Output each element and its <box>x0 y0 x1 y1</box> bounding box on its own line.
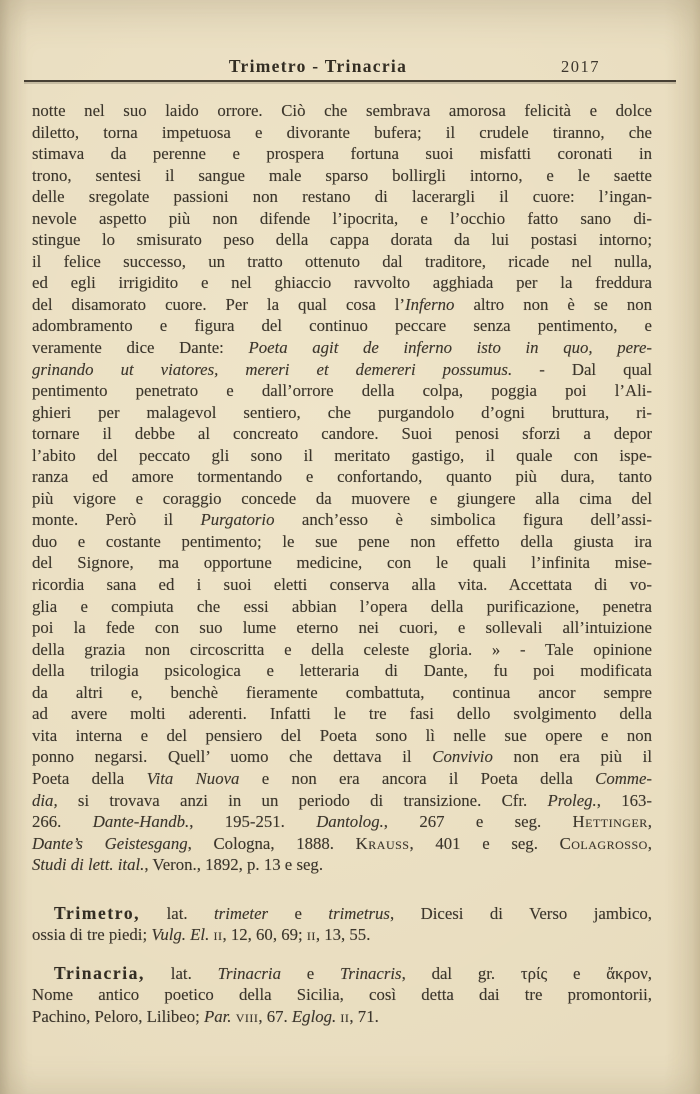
text-segment: ii <box>340 1006 350 1026</box>
text-line: della grazia non circoscritta e della celeste gloria. » - Tale opinione <box>32 639 652 659</box>
text-line: nevole aspetto più non difende l’ipocrita, e l’occhio fatto sano di- <box>32 208 652 228</box>
text-line: poi la fede con suo lume eterno nei cuori, e sollevali all’intuizione <box>32 618 652 638</box>
text-segment: viii <box>235 1006 259 1026</box>
text-line: ed egli irrigidito e nel ghiaccio ravvolto agghiada per la freddura <box>32 273 652 293</box>
header-rule-divider <box>24 80 676 82</box>
text-segment: Hettinger <box>572 812 648 832</box>
text-line: stimava da perenne e prospera fortuna suoi misfatti coronati in <box>32 144 652 164</box>
text-segment: Purgatorio <box>200 510 275 530</box>
text-line: Dante’s Geistesgang, Cologna, 1888. Krauss, 401 e seg. Colagrosso, <box>32 833 652 853</box>
text-segment: ii <box>306 925 316 945</box>
page-number: 2017 <box>561 57 600 76</box>
text-line: ricordia sana ed i suoi eletti conserva alla vita. Accettata di vo- <box>32 575 652 595</box>
entry-headword: Trimetro, <box>54 902 141 923</box>
entry-headword: Trinacria, <box>54 962 146 983</box>
text-line: del disamorato cuore. Per la qual cosa l’Inferno altro non è se non <box>32 294 652 314</box>
text-line: 266. Dante-Handb., 195-251. Dantolog., 267 e seg. Hettinger, <box>32 812 652 832</box>
text-line: diletto, torna impetuosa e divorante bufera; il crudele tiranno, che <box>32 122 652 142</box>
text-line: grinando ut viatores, mereri et demereri possumus. - Dal qual <box>32 359 652 379</box>
text-line: ponno negarsi. Quell’ uomo che dettava il Convivio non era più il <box>32 747 652 767</box>
page-body <box>32 100 652 1027</box>
text-segment: Trinacris <box>340 963 402 983</box>
text-segment: Studi di lett. ital. <box>32 855 145 875</box>
text-segment: Trinacria <box>217 963 281 983</box>
text-line: da altri e, benchè fieramente combattuta, continua ancor sempre <box>32 682 652 702</box>
text-line: duo e costante pentimento; le sue pene non effetto della giusta ira <box>32 531 652 551</box>
text-line: ghieri per malagevol sentiero, che purgandolo d’ogni bruttura, ri- <box>32 402 652 422</box>
text-line: dia, si trovava anzi in un periodo di transizione. Cfr. Proleg., 163- <box>32 790 652 810</box>
body-paragraph-continuation <box>32 100 652 876</box>
text-segment: ii <box>213 925 223 945</box>
text-line: ossia di tre piedi; Vulg. El. ii, 12, 60, 69; ii, 13, 55. <box>32 925 371 945</box>
text-line: il felice successo, un tratto ottenuto dal traditore, ricade nel nulla, <box>32 251 652 271</box>
text-line: Pachino, Peloro, Lilibeo; Par. viii, 67. Eglog. ii, 71. <box>32 1006 379 1026</box>
text-line: Studi di lett. ital., Veron., 1892, p. 13 e seg. <box>32 855 324 875</box>
entry-trinacria <box>32 963 652 1028</box>
text-segment: Colagrosso <box>559 833 648 853</box>
text-segment: Dantolog. <box>316 812 384 832</box>
text-segment: trimeter <box>214 903 269 923</box>
entry-trimetro <box>32 903 652 946</box>
text-line: più vigore e coraggio concede da muovere e giungere alla cima del <box>32 488 652 508</box>
text-line: glia e compiuta che essi abbian l’opera della purificazione, penetra <box>32 596 652 616</box>
text-line: Trinacria, lat. Trinacria e Trinacris, dal gr. τρίς e ἄκρον, <box>54 962 652 983</box>
text-line: Trimetro, lat. trimeter e trimetrus, Dicesi di Verso jambico, <box>54 902 652 923</box>
text-line: stingue lo smisurato peso della cappa dorata da lui postasi intorno; <box>32 230 652 250</box>
text-line: delle sregolate passioni non restano di lacerargli il cuore: l’ingan- <box>32 187 652 207</box>
text-segment: Vulg. El. <box>151 925 210 945</box>
text-segment: Dante’s Geistesgang <box>32 833 188 853</box>
text-segment: Krauss <box>355 833 410 853</box>
text-line: adombramento e figura del continuo peccare senza pentimento, e <box>32 316 652 336</box>
text-segment: Eglog. <box>291 1006 337 1026</box>
text-segment: dia, <box>32 790 58 810</box>
running-title: Trimetro - Trinacria <box>228 56 408 76</box>
text-line: ranza ed amore tormentando e confortando, quanto più dura, tanto <box>32 467 652 487</box>
text-line: della trilogia psicologica e letteraria di Dante, fu poi modificata <box>32 661 652 681</box>
text-segment: Vita Nuova <box>146 768 240 788</box>
text-line: monte. Però il Purgatorio anch’esso è simbolica figura dell’assi- <box>32 510 653 530</box>
text-line: trono, sentesi il sangue male sparso bollirgli intorno, e le saette <box>32 165 652 185</box>
text-segment: Par. <box>203 1006 232 1026</box>
text-segment: Convivio <box>432 747 493 767</box>
text-line: tornare il debbe al concreato candore. Suoi penosi sforzi a depor <box>32 424 652 444</box>
text-line: pentimento penetrato e dall’orrore della colpa, poggia poi l’Ali- <box>32 381 652 401</box>
page-header <box>32 56 652 80</box>
text-line: del Signore, ma opportune medicine, con le quali l’infinita mise- <box>32 553 652 573</box>
text-line: veramente dice Dante: Poeta agit de inferno isto in quo, pere- <box>32 338 652 358</box>
text-segment: Inferno <box>405 294 455 314</box>
text-line: vita interna e del pensiero del Poeta sono lì nelle sue opere e non <box>32 725 652 745</box>
text-segment: Poeta agit de inferno isto in quo, pere- <box>248 338 652 358</box>
text-segment: grinando ut viatores, mereri et demereri possumus. <box>32 359 513 379</box>
text-line: notte nel suo laido orrore. Ciò che sembrava amorosa felicità e dolce <box>32 101 652 120</box>
text-line: l’abito del peccato gli sono il meritato gastigo, il quale con ispe- <box>32 445 652 465</box>
text-line: Poeta della Vita Nuova e non era ancora il Poeta della Comme- <box>32 768 652 788</box>
text-line: Nome antico poetico della Sicilia, così detta dai tre promontorii, <box>32 985 652 1005</box>
text-segment: Proleg. <box>547 790 597 810</box>
text-segment: Dante-Handb. <box>92 812 190 832</box>
text-segment: Comme- <box>595 768 652 788</box>
text-line: ad avere molti aderenti. Infatti le tre fasi dello svolgimento della <box>32 704 652 724</box>
text-segment: trimetrus <box>328 903 390 923</box>
